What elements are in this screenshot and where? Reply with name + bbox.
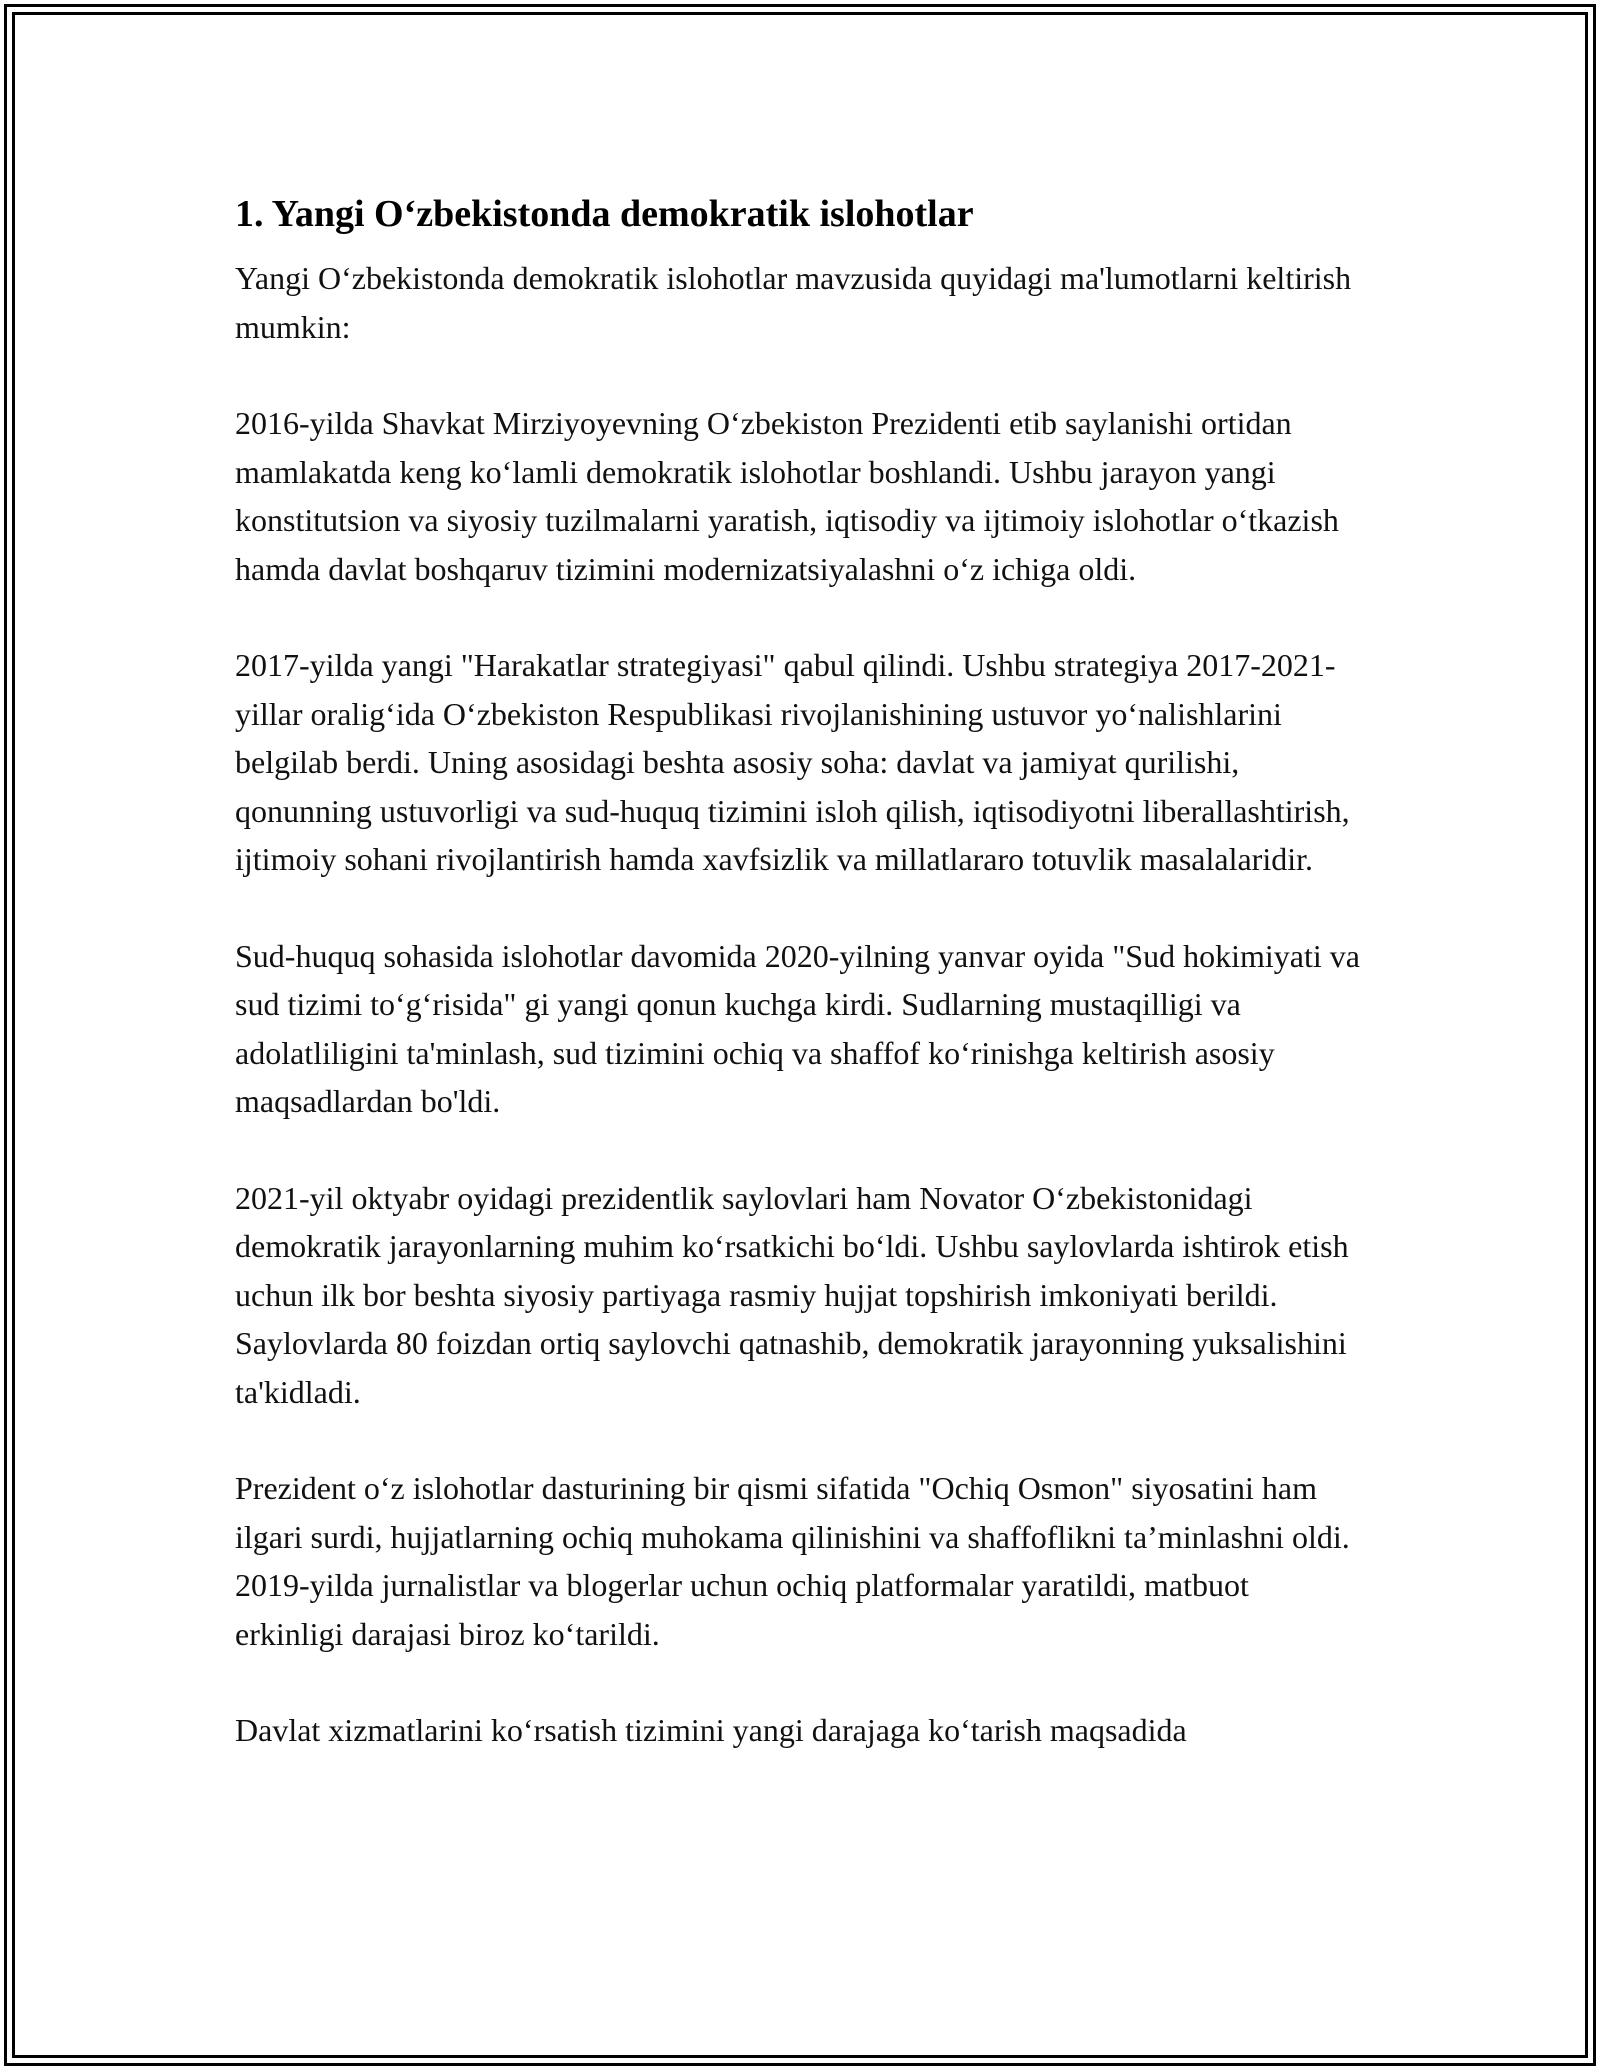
paragraph-judicial-reform: Sud-huquq sohasida islohotlar davomida 2020-yilning yanvar oyida "Sud hokimiyati va sud tizimi to‘g‘risida" gi yangi qonun kuchga kirdi. Sudlarning mustaqilligi va adolatliligini ta'minlash, sud tizimini ochiq va shaffof ko‘rinishga keltirish asosiy maqsadlardan bo'ldi. [235, 937, 1360, 1119]
paragraph-2021-elections: 2021-yil oktyabr oyidagi prezidentlik saylovlari ham Novator O‘zbekistonidagi demokratik jarayonlarning muhim ko‘rsatkichi bo‘ldi. Ushbu saylovlarda ishtirok etish uchun ilk bor beshta siyosiy partiyaga rasmiy hujjat topshirish imkoniyati berildi. Saylovlarda 80 foizdan ortiq saylovchi qatnashib, demokratik jarayonning yuksalishini ta'kidladi. [235, 1179, 1349, 1410]
document-body [235, 186, 1365, 1755]
paragraph-2016: 2016-yilda Shavkat Mirziyoyevning O‘zbekiston Prezidenti etib saylanishi ortidan mamlakatda keng ko‘lamli demokratik islohotlar boshlandi. Ushbu jarayon yangi konstitutsion va siyosiy tuzilmalarni yaratish, iqtisodiy va ijtimoiy islohotlar o‘tkazish hamda davlat boshqaruv tizimini modernizatsiyalashni o‘z ichiga oldi. [235, 405, 1339, 587]
paragraph-open-sky: Prezident o‘z islohotlar dasturining bir qismi sifatida "Ochiq Osmon" siyosatini ham ilgari surdi, hujjatlarning ochiq muhokama qilinishini va shaffoflikni ta’minlashni oldi. 2019-yilda jurnalistlar va blogerlar uchun ochiq platformalar yaratildi, matbuot erkinligi darajasi biroz ko‘tarildi. [235, 1470, 1350, 1652]
section-heading: 1. Yangi O‘zbekistonda demokratik islohotlar [235, 193, 974, 235]
paragraph-public-services: Davlat xizmatlarini ko‘rsatish tizimini yangi darajaga ko‘tarish maqsadida [235, 1712, 1187, 1748]
paragraph-2017-strategy: 2017-yilda yangi "Harakatlar strategiyasi" qabul qilindi. Ushbu strategiya 2017-2021-yillar oralig‘ida O‘zbekiston Respublikasi rivojlanishining ustuvor yo‘nalishlarini belgilab berdi. Uning asosidagi beshta asosiy soha: davlat va jamiyat qurilishi, qonunning ustuvorligi va sud-huquq tizimini isloh qilish, iqtisodiyotni liberallashtirish, ijtimoiy sohani rivojlantirish hamda xavfsizlik va millatlararo totuvlik masalalaridir. [235, 647, 1350, 877]
paragraph-intro: Yangi O‘zbekistonda demokratik islohotlar mavzusida quyidagi ma'lumotlarni keltirish mumkin: [235, 260, 1352, 345]
